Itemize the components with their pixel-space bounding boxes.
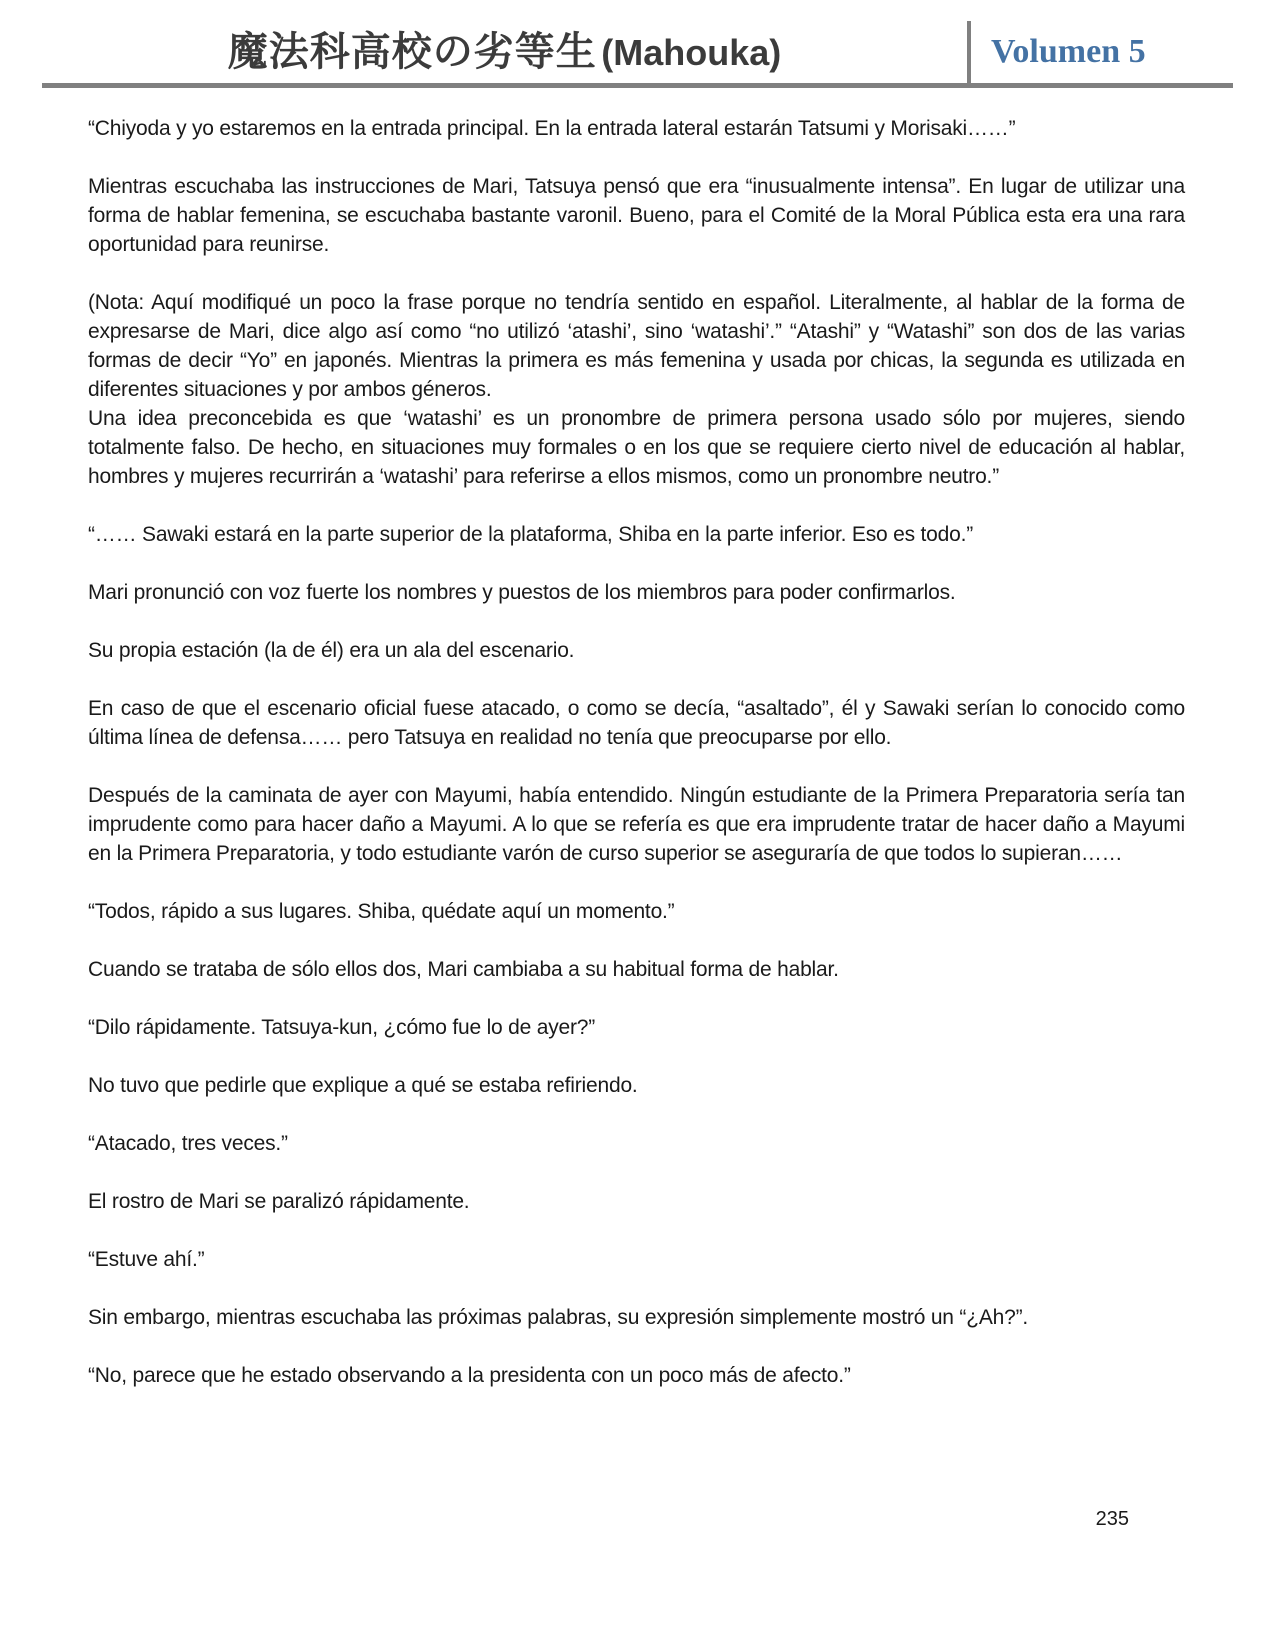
page-number: 235: [1095, 1508, 1129, 1530]
title-latin: (Mahouka): [601, 32, 782, 73]
paragraph-line: Después de la caminata de ayer con Mayumi, había entendido. Ningún estudiante de la Primera Preparatoria sería tan imprudente como para hacer daño a Mayumi. A lo que se refería es que era imprudente tratar de hacer daño a Mayumi en la Primera Preparatoria, y todo estudiante varón de curso superior se aseguraría de que todos lo supieran……: [88, 784, 1185, 865]
paragraph-line: “Atacado, tres veces.”: [88, 1132, 288, 1155]
paragraph: [88, 1245, 1185, 1274]
paragraph: [88, 955, 1185, 984]
paragraph-line: En caso de que el escenario oficial fuese atacado, o como se decía, “asaltado”, él y Sawaki serían lo conocido como última línea de defensa…… pero Tatsuya en realidad no tenía que preocuparse por ello.: [88, 697, 1185, 749]
paragraph-line: “No, parece que he estado observando a la presidenta con un poco más de afecto.”: [88, 1364, 851, 1387]
paragraph: [88, 1187, 1185, 1216]
paragraph: [88, 897, 1185, 926]
paragraph-line: Sin embargo, mientras escuchaba las próximas palabras, su expresión simplemente mostró un “¿Ah?”.: [88, 1306, 1029, 1329]
paragraph: [88, 172, 1185, 259]
paragraph: [88, 114, 1185, 143]
paragraph-line: “Chiyoda y yo estaremos en la entrada principal. En la entrada lateral estarán Tatsumi y Morisaki……”: [88, 117, 1016, 140]
paragraph-line: Mari pronunció con voz fuerte los nombres y puestos de los miembros para poder confirmarlos.: [88, 581, 956, 604]
paragraph: [88, 636, 1185, 665]
paragraph-line: Cuando se trataba de sólo ellos dos, Mari cambiaba a su habitual forma de hablar.: [88, 958, 839, 981]
paragraph-line: Mientras escuchaba las instrucciones de Mari, Tatsuya pensó que era “inusualmente intensa”. En lugar de utilizar una forma de hablar femenina, se escuchaba bastante varonil. Bueno, para el Comité de la Moral Pública esta era una rara oportunidad para reunirse.: [88, 175, 1185, 256]
paragraph: [88, 694, 1185, 752]
paragraph-line: “Estuve ahí.”: [88, 1248, 205, 1271]
paragraph-line: Una idea preconcebida es que ‘watashi’ es un pronombre de primera persona usado sólo por mujeres, siendo totalmente falso. De hecho, en situaciones muy formales o en los que se requiere cierto nivel de educación al hablar, hombres y mujeres recurrirán a ‘watashi’ para referirse a ellos mismos, como un pronombre neutro.”: [88, 407, 1185, 488]
paragraph-line: “…… Sawaki estará en la parte superior de la plataforma, Shiba en la parte inferior. Eso es todo.”: [88, 523, 974, 546]
paragraph-line: (Nota: Aquí modifiqué un poco la frase porque no tendría sentido en español. Literalmente, al hablar de la forma de expresarse de Mari, dice algo así como “no utilizó ‘atashi’, sino ‘watashi’.” “Atashi” y “Watashi” son dos de las varias formas de decir “Yo” en japonés. Mientras la primera es más femenina y usada por chicas, la segunda es utilizada en diferentes situaciones y por ambos géneros.: [88, 291, 1185, 401]
paragraph: [88, 781, 1185, 868]
body-text: [88, 114, 1185, 1390]
paragraph-line: Su propia estación (la de él) era un ala del escenario.: [88, 639, 575, 662]
volume-label: Volumen 5: [991, 33, 1146, 70]
paragraph: [88, 288, 1185, 491]
title-japanese: 魔法科高校の劣等生: [227, 29, 597, 74]
paragraph-line: No tuvo que pedirle que explique a qué se estaba refiriendo.: [88, 1074, 638, 1097]
paragraph: [88, 520, 1185, 549]
paragraph: [88, 1129, 1185, 1158]
page-header: [42, 0, 1233, 88]
paragraph: [88, 578, 1185, 607]
paragraph: [88, 1071, 1185, 1100]
paragraph-line: “Todos, rápido a sus lugares. Shiba, quédate aquí un momento.”: [88, 900, 675, 923]
paragraph-line: “Dilo rápidamente. Tatsuya-kun, ¿cómo fue lo de ayer?”: [88, 1016, 596, 1039]
paragraph: [88, 1303, 1185, 1332]
paragraph: [88, 1361, 1185, 1390]
paragraph-line: El rostro de Mari se paralizó rápidamente.: [88, 1190, 470, 1213]
paragraph: [88, 1013, 1185, 1042]
page-title: [42, 20, 967, 83]
